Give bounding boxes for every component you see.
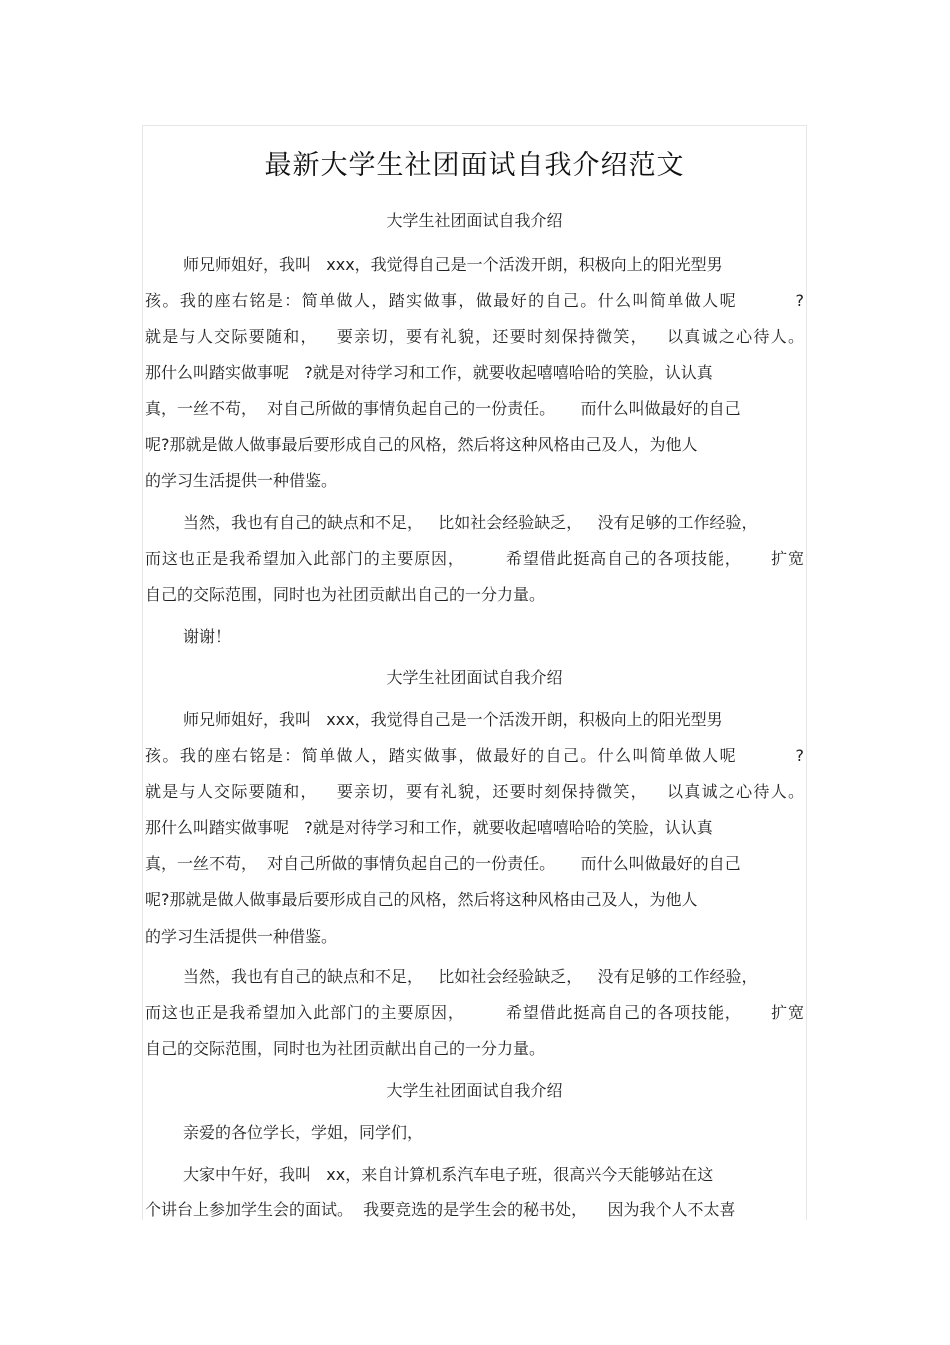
paragraph-line: 自己的交际范围，同时也为社团贡献出自己的一分力量。	[145, 1039, 546, 1058]
paragraph-line: 而这也正是我希望加入此部门的主要原因， 希望借此挺高自己的各项技能， 扩宽	[145, 1003, 804, 1022]
paragraph-line: 呢?那就是做人做事最后要形成自己的风格，然后将这种风格由己及人，为他人	[145, 435, 698, 454]
paragraph-line: 师兄师姐好，我叫 xxx，我觉得自己是一个活泼开朗，积极向上的阳光型男	[183, 255, 723, 274]
paragraph-line: 那什么叫踏实做事呢 ?就是对待学习和工作，就要收起嘻嘻哈哈的笑脸，认认真	[145, 363, 713, 382]
paragraph-line: 个讲台上参加学生会的面试。 我要竞选的是学生会的秘书处， 因为我个人不太喜	[145, 1200, 736, 1219]
paragraph-line: 师兄师姐好，我叫 xxx，我觉得自己是一个活泼开朗，积极向上的阳光型男	[183, 710, 723, 729]
paragraph-line: 那什么叫踏实做事呢 ?就是对待学习和工作，就要收起嘻嘻哈哈的笑脸，认认真	[145, 818, 713, 837]
paragraph-line: 就是与人交际要随和， 要亲切，要有礼貌，还要时刻保持微笑， 以真诚之心待人。	[145, 327, 804, 346]
paragraph-line: 而这也正是我希望加入此部门的主要原因， 希望借此挺高自己的各项技能， 扩宽	[145, 549, 804, 568]
document-title: 最新大学生社团面试自我介绍范文	[264, 150, 685, 181]
paragraph-line: 谢谢！	[183, 627, 232, 646]
paragraph-line: 的学习生活提供一种借鉴。	[145, 471, 338, 490]
paragraph-line: 真，一丝不苟， 对自己所做的事情负起自己的一份责任。 而什么叫做最好的自己	[145, 854, 741, 873]
paragraph-line: 大家中午好，我叫 xx，来自计算机系汽车电子班，很高兴今天能够站在这	[183, 1165, 714, 1184]
paragraph-line: 孩。我的座右铭是：简单做人，踏实做事，做最好的自己。什么叫简单做人呢 ?	[145, 291, 804, 310]
paragraph-line: 自己的交际范围，同时也为社团贡献出自己的一分力量。	[145, 585, 546, 604]
paragraph-line: 当然，我也有自己的缺点和不足， 比如社会经验缺乏， 没有足够的工作经验，	[183, 513, 758, 532]
paragraph-line: 真，一丝不苟， 对自己所做的事情负起自己的一份责任。 而什么叫做最好的自己	[145, 399, 741, 418]
paragraph-line: 亲爱的各位学长，学姐，同学们，	[183, 1123, 424, 1142]
paragraph-line: 就是与人交际要随和， 要亲切，要有礼貌，还要时刻保持微笑， 以真诚之心待人。	[145, 782, 804, 801]
paragraph-line: 的学习生活提供一种借鉴。	[145, 927, 338, 946]
document-page	[142, 125, 807, 1220]
section-heading: 大学生社团面试自我介绍	[386, 668, 563, 687]
paragraph-line: 呢?那就是做人做事最后要形成自己的风格，然后将这种风格由己及人，为他人	[145, 890, 698, 909]
paragraph-line: 当然，我也有自己的缺点和不足， 比如社会经验缺乏， 没有足够的工作经验，	[183, 967, 758, 986]
section-heading: 大学生社团面试自我介绍	[386, 1081, 563, 1100]
section-heading: 大学生社团面试自我介绍	[386, 211, 563, 230]
paragraph-line: 孩。我的座右铭是：简单做人，踏实做事，做最好的自己。什么叫简单做人呢 ?	[145, 746, 804, 765]
